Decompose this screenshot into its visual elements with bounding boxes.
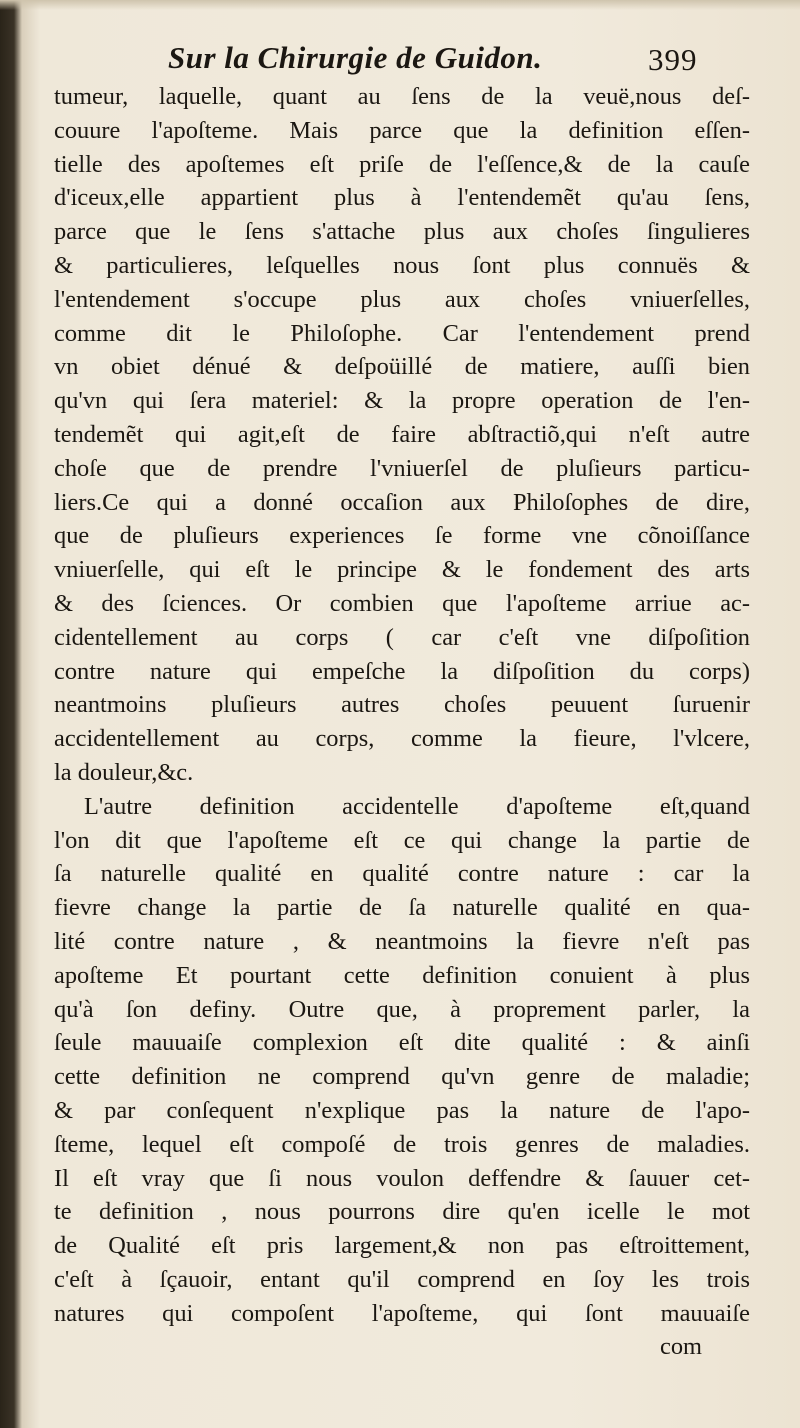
text-line: neantmoins pluſieurs autres choſes peuuent ſuruenir [54,691,750,719]
text-line: te definition , nous pourrons dire qu'en icelle le mot [54,1198,750,1226]
text-line: de Qualité eſt pris largement,& non pas eſtroittement, [54,1232,750,1260]
paragraph-2 [54,790,750,1331]
paragraph-1 [54,80,750,790]
text-line: lité contre nature , & neantmoins la fievre n'eſt pas [54,927,750,955]
text-line: liers.Ce qui a donné occaſion aux Philoſophes de dire, [54,488,750,516]
text-line: ſa naturelle qualité en qualité contre nature : car la [54,860,750,888]
text-line: ſteme, lequel eſt compoſé de trois genres de maladies. [54,1130,750,1158]
text-line: L'autre definition accidentelle d'apoſteme eſt,quand [84,792,750,820]
text-line: fievre change la partie de ſa naturelle qualité en qua- [54,894,750,922]
text-line: choſe que de prendre l'vniuerſel de pluſieurs particu- [54,454,750,482]
text-line: l'on dit que l'apoſteme eſt ce qui change la partie de [54,826,750,854]
catchword: com [660,1333,702,1361]
text-line: cidentellement au corps ( car c'eſt vne diſpoſition [54,623,750,651]
text-line: la douleur,&c. [54,758,194,786]
running-title: Sur la Chirurgie de Guidon. [168,40,543,75]
text-line: accidentellement au corps, comme la fieure, l'vlcere, [54,725,750,753]
text-line: tumeur, laquelle, quant au ſens de la veuë,nous deſ- [54,83,750,110]
text-line: apoſteme Et pourtant cette definition conuient à plus [54,961,750,989]
body-text [54,80,750,1364]
text-line: couure l'apoſteme. Mais parce que la definition eſſen- [54,116,750,144]
text-line: l'entendement s'occupe plus aux choſes vniuerſelles, [54,285,750,313]
text-line: comme dit le Philoſophe. Car l'entendement prend [54,319,750,347]
catchword-row [54,1330,750,1364]
text-line: natures qui compoſent l'apoſteme, qui ſont mauuaiſe [54,1299,750,1327]
text-line: & particulieres, leſquelles nous ſont plus connuës & [54,251,750,279]
page-number: 399 [648,42,698,77]
text-line: Il eſt vray que ſi nous voulon deffendre & ſauuer cet- [54,1164,750,1192]
text-line: tielle des apoſtemes eſt priſe de l'eſſence,& de la cauſe [54,150,750,178]
text-line: contre nature qui empeſche la diſpoſition du corps) [54,657,750,685]
text-line: cette definition ne comprend qu'vn genre de maladie; [54,1063,750,1091]
text-line: vniuerſelle, qui eſt le principe & le fondement des arts [54,556,750,584]
text-line: & par conſequent n'explique pas la nature de l'apo- [54,1096,750,1124]
page-edge [0,0,800,10]
text-line: qu'à ſon definy. Outre que, à proprement parler, la [54,995,750,1023]
text-line: & des ſciences. Or combien que l'apoſteme arriue ac- [54,589,750,617]
text-line: tendemẽt qui agit,eſt de faire abſtractiõ,qui n'eſt autre [54,420,750,448]
text-line: que de pluſieurs experiences ſe forme vne cõnoiſſance [54,522,750,550]
text-line: ſeule mauuaiſe complexion eſt dite qualité : & ainſi [54,1029,750,1057]
text-line: d'iceux,elle appartient plus à l'entendemẽt qu'au ſens, [54,184,750,212]
text-line: parce que le ſens s'attache plus aux choſes ſingulieres [54,218,750,246]
text-line: qu'vn qui ſera materiel: & la propre operation de l'en- [54,387,750,415]
text-line: vn obiet dénué & deſpoüillé de matiere, auſſi bien [54,353,750,381]
text-line: c'eſt à ſçauoir, entant qu'il comprend en ſoy les trois [54,1265,750,1293]
